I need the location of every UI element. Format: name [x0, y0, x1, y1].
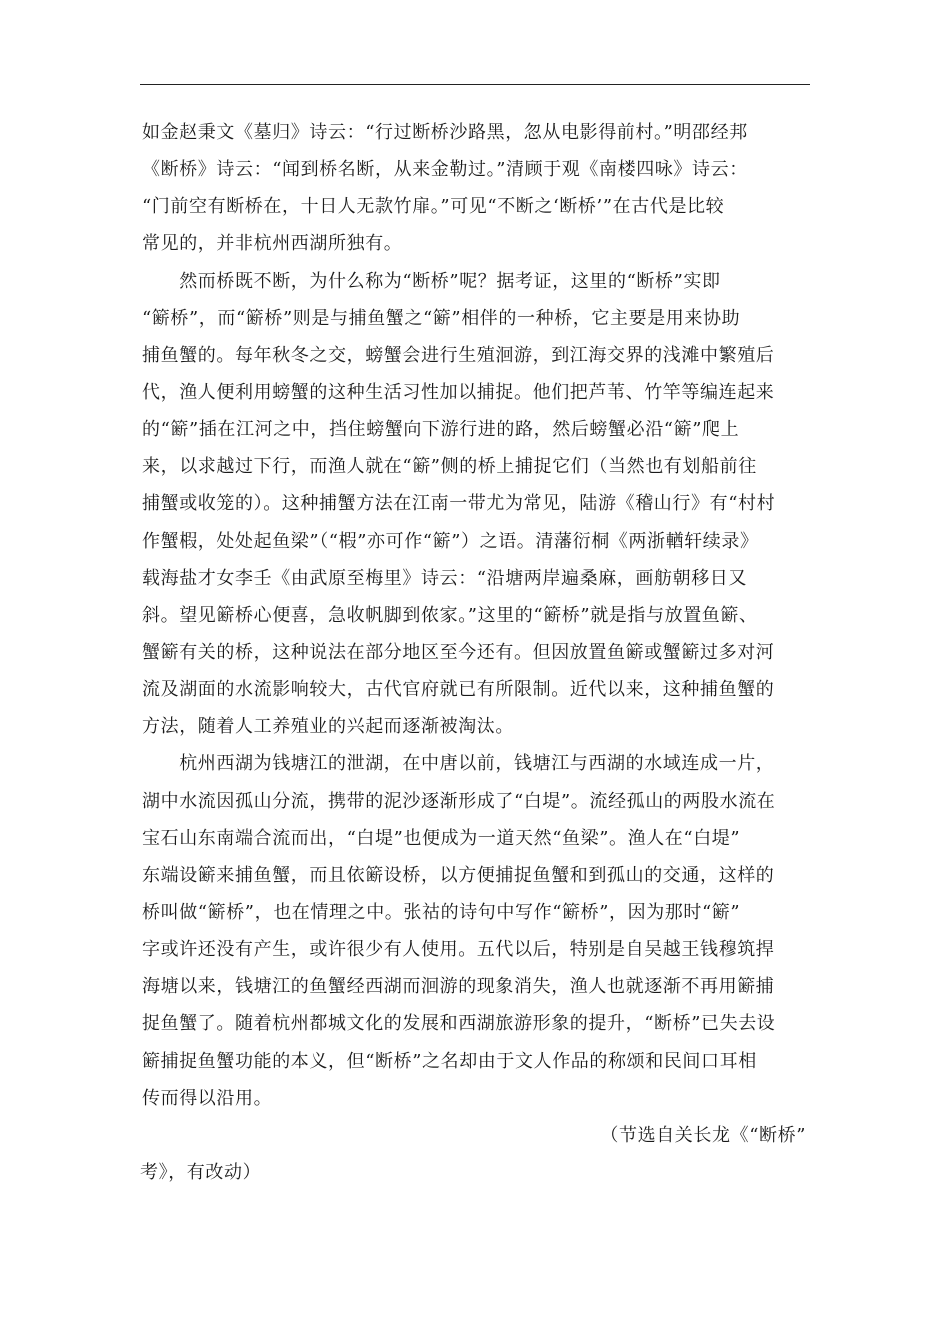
text-line: 作蟹椵，处处起鱼梁”（“椵”亦可作“簖”）之语。清藩衍桐《两浙輶轩续录》: [142, 530, 759, 552]
text-line: 方法，随着人工养殖业的兴起而逐渐被淘汰。: [142, 716, 514, 738]
text-line: “门前空有断桥在，十日人无款竹扉。”可见“不断之‘断桥’”在古代是比较: [142, 196, 725, 218]
source-citation: （节选自关长龙《“断桥”: [600, 1124, 806, 1146]
text-line: 宝石山东南端合流而出，“白堤”也便成为一道天然“鱼梁”。渔人在“白堤”: [142, 827, 741, 849]
source-citation-continued: 考》，有改动）: [140, 1161, 262, 1183]
text-line: 捕鱼蟹的。每年秋冬之交，螃蟹会进行生殖洄游，到江海交界的浅滩中繁殖后: [142, 344, 775, 366]
text-line: 载海盐才女李壬《由武原至梅里》诗云：“沿塘两岸遍桑麻，画舫朝移日又: [142, 567, 747, 589]
text-line: 的“簖”插在江河之中，挡住螃蟹向下游行进的路，然后螃蟹必沿“簖”爬上: [142, 419, 740, 441]
text-line: 代，渔人便利用螃蟹的这种生活习性加以捕捉。他们把芦苇、竹竿等编连起来: [142, 381, 775, 403]
text-line: 海塘以来，钱塘江的鱼蟹经西湖而洄游的现象消失，渔人也就逐渐不再用簖捕: [142, 976, 775, 998]
text-line: 簖捕捉鱼蟹功能的本义，但“断桥”之名却由于文人作品的称颂和民间口耳相: [142, 1050, 757, 1072]
text-line: 流及湖面的水流影响较大，古代官府就已有所限制。近代以来，这种捕鱼蟹的: [142, 679, 775, 701]
text-line: 传而得以沿用。: [142, 1087, 273, 1109]
text-line: 东端设簖来捕鱼蟹，而且依簖设桥，以方便捕捉鱼蟹和到孤山的交通，这样的: [142, 864, 775, 886]
text-line: 湖中水流因孤山分流，携带的泥沙逐渐形成了“白堤”。流经孤山的两股水流在: [142, 790, 776, 812]
text-line: 然而桥既不断，为什么称为“断桥”呢？据考证，这里的“断桥”实即: [142, 270, 721, 292]
text-line: 来，以求越过下行，而渔人就在“簖”侧的桥上捕捉它们（当然也有划船前往: [142, 456, 757, 478]
article-body: [142, 114, 810, 1191]
text-line: 杭州西湖为钱塘江的泄湖，在中唐以前，钱塘江与西湖的水域连成一片，: [142, 753, 775, 775]
text-line: 常见的，并非杭州西湖所独有。: [142, 233, 403, 255]
text-line: 捕蟹或收笼的）。这种捕蟹方法在江南一带尤为常见，陆游《稽山行》有“村村: [142, 493, 776, 515]
header-rule: [140, 84, 810, 85]
text-line: 桥叫做“簖桥”，也在情理之中。张祜的诗句中写作“簖桥”，因为那时“簖”: [142, 901, 741, 923]
text-line: 斜。望见簖桥心便喜，急收帆脚到侬家。”这里的“簖桥”就是指与放置鱼簖、: [142, 604, 758, 626]
text-line: 蟹簖有关的桥，这种说法在部分地区至今还有。但因放置鱼簖或蟹簖过多对河: [142, 641, 775, 663]
text-line: 如金赵秉文《墓归》诗云：“行过断桥沙路黑，忽从电影得前村。”明邵经邦: [142, 122, 748, 143]
text-line: “簖桥”，而“簖桥”则是与捕鱼蟹之“簖”相伴的一种桥，它主要是用来协助: [142, 307, 741, 329]
text-line: 《断桥》诗云：“闻到桥名断，从来金勒过。”清顾于观《南楼四咏》诗云：: [142, 159, 748, 181]
text-line: 字或许还没有产生，或许很少有人使用。五代以后，特别是自吴越王钱穆筑捍: [142, 939, 775, 961]
text-line: 捉鱼蟹了。随着杭州都城文化的发展和西湖旅游形象的提升，“断桥”已失去设: [142, 1013, 776, 1035]
